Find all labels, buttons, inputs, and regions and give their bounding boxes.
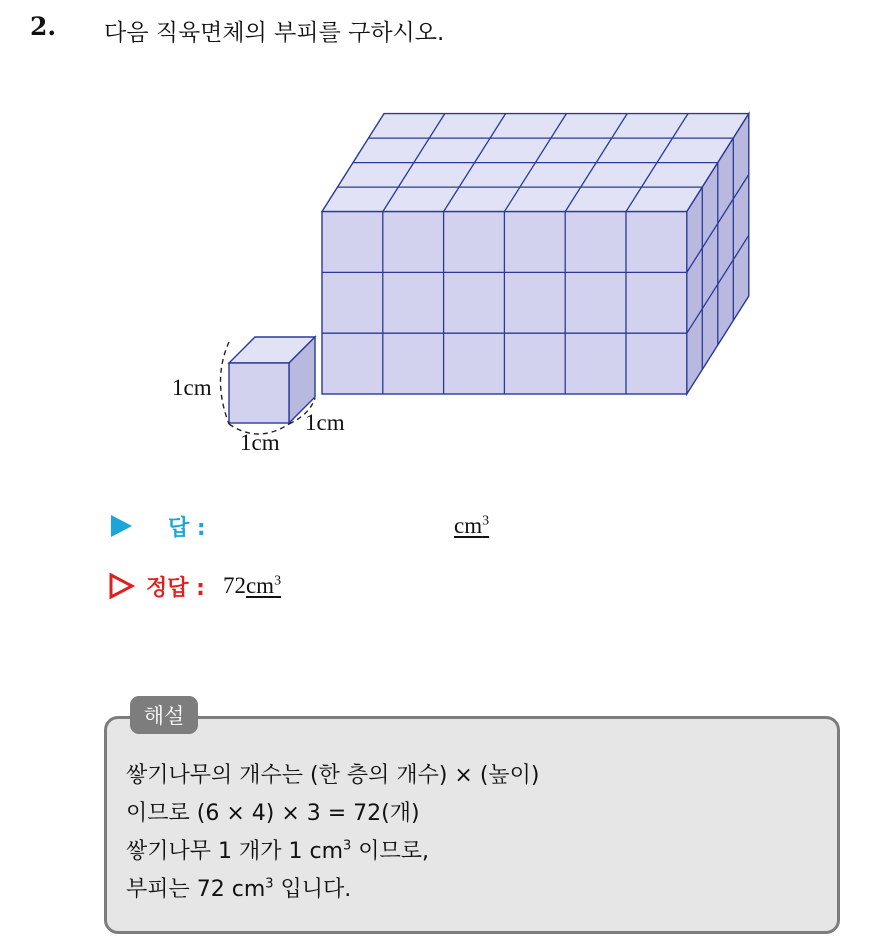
unit-cube (229, 337, 315, 423)
outline-triangle-icon (108, 572, 136, 600)
unit-cube-width-label: 1cm (240, 430, 280, 455)
explanation-tab: 해설 (130, 696, 198, 734)
answer-row (108, 508, 528, 544)
correct-answer-unit: $cm^3$ (245, 573, 282, 598)
answer-label: 답 : (168, 515, 206, 541)
dashed-arc-left (221, 342, 230, 424)
unit-cube-front (229, 363, 289, 423)
explanation-line-2: 이므로 (6 × 4) × 3 = 72(개) (126, 801, 420, 826)
correct-answer-value: 72 (222, 573, 246, 598)
rectangular-prism (322, 114, 749, 394)
explanation-line-1: 쌓기나무의 개수는 (한 층의 개수) × (높이) (126, 763, 540, 788)
correct-answer-row (108, 568, 281, 604)
question-text: 다음 직육면체의 부피를 구하시오. (104, 20, 445, 46)
explanation-line-3: 쌓기나무 1 개가 1 $cm^3$ 이므로, (126, 838, 430, 864)
unit-cube-height-label: 1cm (172, 375, 212, 400)
play-triangle-icon (108, 513, 134, 539)
explanation-line-4: 부피는 72 $cm^3$ 입니다. (126, 876, 352, 902)
answer-unit: $cm^3$ (454, 513, 490, 538)
question-number: 2. (30, 12, 57, 41)
correct-answer-label: 정답 : (146, 575, 205, 601)
unit-cube-depth-label: 1cm (305, 410, 345, 435)
